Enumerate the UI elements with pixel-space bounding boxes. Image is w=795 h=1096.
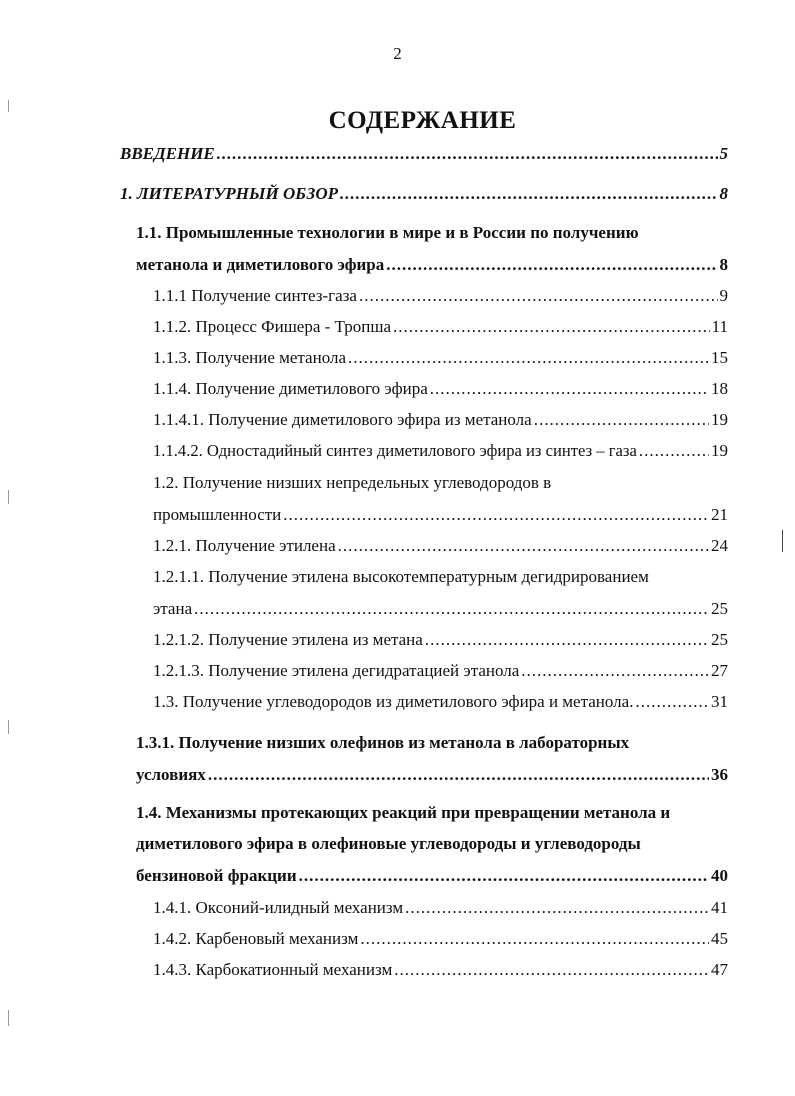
toc-entry-1-2[interactable]: [153, 505, 728, 525]
toc-entry-1-1-4[interactable]: [153, 379, 728, 399]
toc-entry-1-4-1[interactable]: [153, 898, 728, 918]
toc-entry-page: 18: [711, 379, 728, 398]
toc-entry-page: 15: [711, 348, 728, 367]
toc-entry-page: 24: [711, 536, 728, 555]
toc-entry-label: 1.1.1 Получение синтез-газа: [153, 286, 357, 305]
toc-leader-dots: [194, 599, 709, 619]
toc-leader-dots: [299, 866, 709, 886]
toc-entry-page: 47: [711, 960, 728, 979]
scan-mark: [8, 720, 9, 734]
toc-entry-label: 1.3. Получение углеводородов из диметилового эфира и метанола.: [153, 692, 634, 711]
toc-entry-page: 8: [719, 184, 728, 203]
toc-entry-page: 40: [711, 866, 728, 885]
toc-entry-label: 1.2.1. Получение этилена: [153, 536, 336, 555]
scan-mark: [8, 490, 9, 504]
toc-entry-1-2-1-1[interactable]: [153, 599, 728, 619]
toc-entry-1-3-1[interactable]: [136, 765, 728, 785]
toc-entry-1-4[interactable]: [136, 866, 728, 886]
toc-leader-dots: [430, 379, 709, 399]
toc-leader-dots: [393, 317, 710, 337]
toc-leader-dots: [639, 441, 709, 461]
toc-entry-label: 1.4.3. Карбокатионный механизм: [153, 960, 393, 979]
toc-leader-dots: [360, 929, 709, 949]
toc-entry-1-1-line1: 1.1. Промышленные технологии в мире и в России по получению: [136, 223, 639, 242]
toc-entry-1-1-2[interactable]: [153, 317, 728, 337]
toc-entry-page: 31: [711, 692, 728, 711]
toc-entry-page: 25: [711, 630, 728, 649]
toc-entry-page: 21: [711, 505, 728, 524]
toc-entry-page: 45: [711, 929, 728, 948]
toc-leader-dots: [208, 765, 709, 785]
toc-entry-label: 1.4.1. Оксоний-илидный механизм: [153, 898, 404, 917]
scan-mark: [8, 1010, 9, 1026]
toc-entry-1-4-3[interactable]: [153, 960, 728, 980]
toc-entry-page: 19: [711, 441, 728, 460]
toc-entry-label: 1.1.4.1. Получение диметилового эфира из метанола: [153, 410, 532, 429]
toc-entry-1-2-1-2[interactable]: [153, 630, 728, 650]
toc-entry-1-2-1-3[interactable]: [153, 661, 728, 681]
toc-entry-label: 1.2.1.2. Получение этилена из метана: [153, 630, 423, 649]
scan-mark: [782, 530, 783, 552]
toc-leader-dots: [405, 898, 709, 918]
toc-entry-1-1-4-1[interactable]: [153, 410, 728, 430]
toc-entry-page: 25: [711, 599, 728, 618]
toc-entry-label: 1.1.4. Получение диметилового эфира: [153, 379, 428, 398]
toc-leader-dots: [338, 536, 709, 556]
toc-leader-dots: [386, 255, 717, 275]
toc-entry-1-4-line2: диметилового эфира в олефиновые углеводороды и углеводороды: [136, 834, 641, 853]
toc-entry-page: 27: [711, 661, 728, 680]
toc-entry-page: 5: [719, 144, 728, 163]
toc-leader-dots: [394, 960, 709, 980]
toc-entry-1-3-1-line1: 1.3.1. Получение низших олефинов из метанола в лабораторных: [136, 733, 630, 752]
scan-mark: [8, 100, 9, 112]
toc-leader-dots: [348, 348, 709, 368]
toc-entry-label: метанола и диметилового эфира: [136, 255, 385, 274]
toc-entry-label: ВВЕДЕНИЕ: [120, 144, 215, 163]
toc-leader-dots: [635, 692, 709, 712]
toc-entry-page: 41: [711, 898, 728, 917]
toc-leader-dots: [359, 286, 718, 306]
toc-leader-dots: [217, 144, 718, 164]
toc-leader-dots: [283, 505, 709, 525]
toc-entry-literature-review[interactable]: [120, 184, 728, 204]
toc-entry-1-2-line1: 1.2. Получение низших непредельных углеводородов в: [153, 473, 552, 492]
toc-entry-label: 1.4.2. Карбеновый механизм: [153, 929, 359, 948]
toc-entry-1-2-1[interactable]: [153, 536, 728, 556]
toc-entry-1-1-1[interactable]: [153, 286, 728, 306]
toc-entry-label: 1.1.3. Получение метанола: [153, 348, 347, 367]
toc-entry-1-1[interactable]: [136, 255, 728, 275]
toc-entry-label: 1.2.1.3. Получение этилена дегидратацией этанола: [153, 661, 520, 680]
page-title: СОДЕРЖАНИЕ: [328, 107, 517, 134]
toc-leader-dots: [534, 410, 709, 430]
toc-leader-dots: [521, 661, 709, 681]
toc-entry-page: 9: [719, 286, 728, 305]
toc-entry-1-1-3[interactable]: [153, 348, 728, 368]
page-number: 2: [393, 44, 402, 63]
toc-leader-dots: [425, 630, 709, 650]
toc-entry-introduction[interactable]: [120, 144, 728, 164]
toc-entry-label: условиях: [136, 765, 206, 784]
toc-entry-page: 36: [711, 765, 728, 784]
toc-entry-label: 1. ЛИТЕРАТУРНЫЙ ОБЗОР: [120, 184, 338, 203]
toc-entry-label: промышленности: [153, 505, 282, 524]
toc-entry-1-4-line1: 1.4. Механизмы протекающих реакций при превращении метанола и: [136, 803, 671, 822]
toc-entry-page: 11: [711, 317, 728, 336]
toc-entry-1-4-2[interactable]: [153, 929, 728, 949]
toc-entry-1-3[interactable]: [153, 692, 728, 712]
toc-leader-dots: [340, 184, 718, 204]
toc-entry-label: этана: [153, 599, 193, 618]
toc-entry-page: 8: [719, 255, 728, 274]
toc-entry-label: 1.1.4.2. Одностадийный синтез диметилового эфира из синтез – газа: [153, 441, 637, 460]
toc-entry-label: 1.1.2. Процесс Фишера - Тропша: [153, 317, 392, 336]
toc-entry-label: бензиновой фракции: [136, 866, 297, 885]
toc-entry-1-2-1-1-line1: 1.2.1.1. Получение этилена высокотемпературным дегидрированием: [153, 567, 649, 586]
toc-entry-page: 19: [711, 410, 728, 429]
toc-entry-1-1-4-2[interactable]: [153, 441, 728, 461]
